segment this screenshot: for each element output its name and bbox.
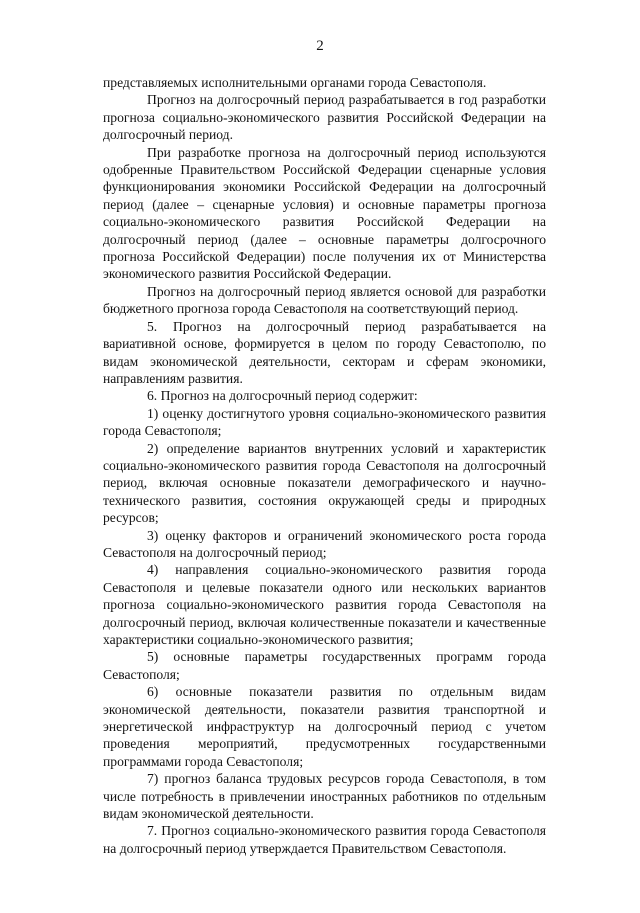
paragraph: При разработке прогноза на долгосрочный период используются одобренные Правительством Российской Федерации сценарные условия функционирования экономики Российской Федерации на долгосрочный период (далее – сценарные условия) и основные параметры прогноза социально-экономического развития Российской Федерации на долгосрочный период (далее – основные параметры долгосрочного прогноза Российской Федерации) после получения их от Министерства экономического развития Российской Федерации. (103, 144, 546, 282)
paragraph: 7. Прогноз социально-экономического развития города Севастополя на долгосрочный период утверждается Правительством Севастополя. (103, 823, 546, 856)
list-item: 5) основные параметры государственных программ города Севастополя; (103, 649, 546, 682)
list-item: 1) оценку достигнутого уровня социально-экономического развития города Севастополя; (103, 405, 546, 439)
paragraph: 6. Прогноз на долгосрочный период содержит: (147, 388, 418, 404)
list-item: 3) оценку факторов и ограничений экономического роста города Севастополя на долгосрочный период; (103, 527, 546, 560)
paragraph: Прогноз на долгосрочный период является основой для разработки бюджетного прогноза города Севастополя на соответствующий период. (103, 283, 546, 317)
list-item: 2) определение вариантов внутренних условий и характеристик социально-экономического развития города Севастополя на долгосрочный период, включая основные показатели демографического и научно-технического развития, состояния окружающей среды и природных ресурсов; (103, 440, 546, 526)
paragraph: 5. Прогноз на долгосрочный период разрабатывается на вариативной основе, формируется в целом по городу Севастополю, по видам экономической деятельности, секторам и сферам экономики, направлениям развития. (103, 318, 546, 386)
list-item: 7) прогноз баланса трудовых ресурсов города Севастополя, в том числе потребность в привлечении иностранных работников по отдельным видам экономической деятельности. (103, 771, 546, 822)
list-item: 6) основные показатели развития по отдельным видам экономической деятельности, показатели развития транспортной и энергетической инфраструктур на долгосрочный период с учетом проведения мероприятий, предусмотренных государственными программами города Севастополя; (103, 684, 546, 769)
page-number: 2 (316, 38, 324, 54)
paragraph: представляемых исполнительными органами города Севастополя. (103, 75, 487, 90)
paragraph: Прогноз на долгосрочный период разрабатывается в год разработки прогноза социально-экономического развития Российской Федерации на долгосрочный период. (103, 92, 546, 143)
document-body (103, 74, 546, 857)
list-item: 4) направления социально-экономического развития города Севастополя и целевые показатели одного или нескольких вариантов прогноза социально-экономического развития города Севастополя на долгосрочный период, включая количественные показатели и качественные характеристики социально-экономического развития; (103, 562, 546, 647)
